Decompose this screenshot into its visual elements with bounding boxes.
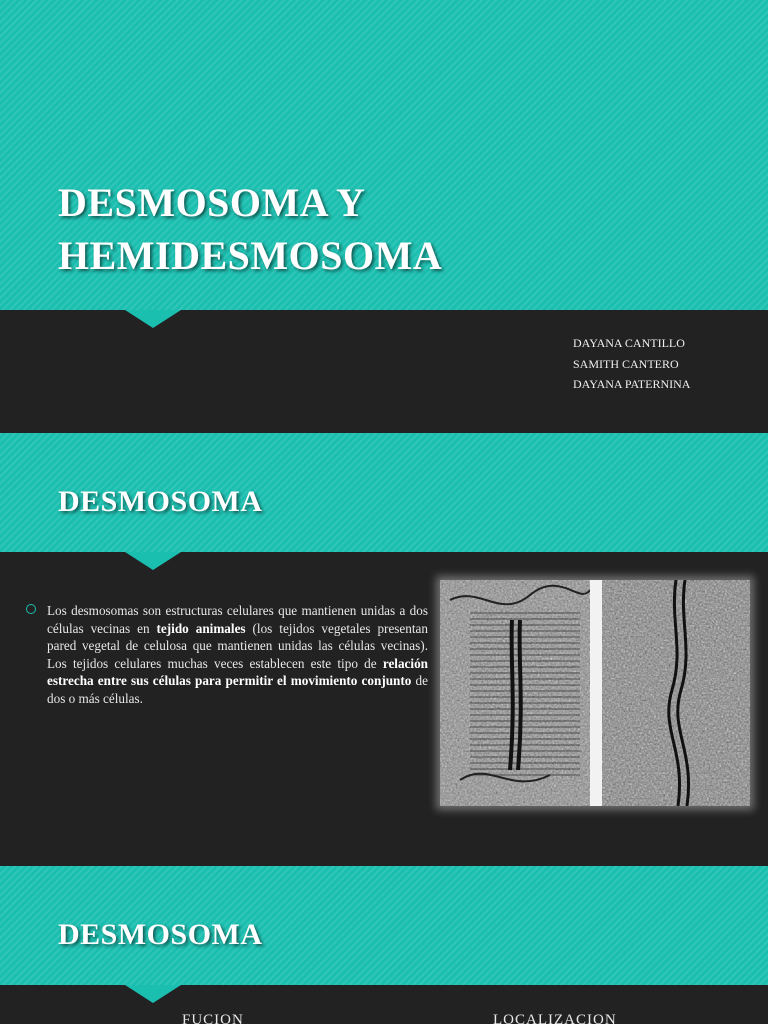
slide3-title: DESMOSOMA (58, 918, 263, 951)
circle-bullet-icon (26, 604, 36, 614)
slide1-title-line1: DESMOSOMA Y (58, 180, 366, 225)
slide2-notch (125, 552, 181, 570)
slide2-title: DESMOSOMA (58, 485, 263, 518)
slide3-notch (125, 985, 181, 1003)
bullet-item (26, 602, 428, 707)
bullet-text (47, 602, 428, 707)
slide3-dark-band (0, 985, 768, 1024)
bullet-bold-part: tejido animales (156, 620, 246, 636)
column-label-location: LOCALIZACION (493, 1012, 617, 1028)
author-list (573, 333, 690, 395)
slide1-title-line2: HEMIDESMOSOMA (58, 233, 443, 278)
slide1-title (58, 176, 442, 282)
bullet-text-part: (los tejidos vegetales presentan pared vegetal de celulosa que mantienen unidas las células vecinas). Los tejidos celulares muchas veces establecen este tipo de (47, 620, 428, 671)
slide1-notch (125, 310, 181, 328)
author-name: SAMITH CANTERO (573, 356, 679, 371)
bullet-text-part: de dos o más células. (47, 673, 428, 706)
bullet-text-part: Los desmosomas son estructuras celulares que mantienen unidas a dos células vecinas en (47, 603, 428, 636)
column-label-function: FUCION (182, 1012, 244, 1028)
micrograph-image (440, 580, 750, 806)
bullet-bold-part: relación estrecha entre sus células para permitir el movimiento conjunto (47, 655, 428, 688)
author-name: DAYANA CANTILLO (573, 336, 685, 350)
author-name: DAYANA PATERNINA (573, 377, 691, 391)
